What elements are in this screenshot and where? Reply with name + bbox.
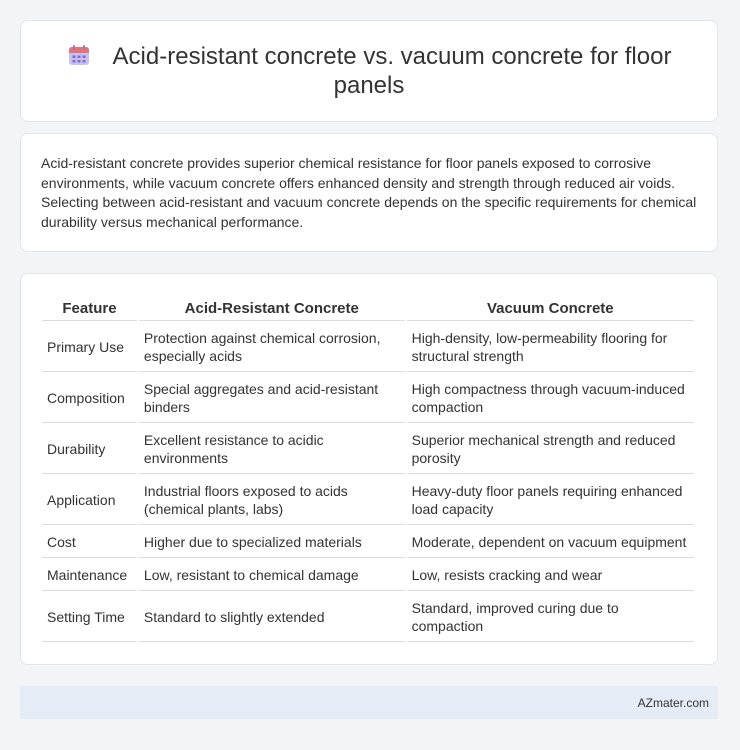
row-acid-value: Excellent resistance to acidic environments (139, 425, 405, 474)
row-acid-value: Low, resistant to chemical damage (139, 560, 405, 591)
intro-paragraph: Acid-resistant concrete provides superior chemical resistance for floor panels exposed to corrosive environments, while vacuum concrete offers enhanced density and strength through reduced air voids. Selecting between acid-resistant and vacuum concrete depends on the specific requirements for chemical durability versus mechanical performance. (41, 155, 697, 230)
row-acid-value: Higher due to specialized materials (139, 527, 405, 558)
row-feature: Durability (42, 425, 137, 474)
row-feature: Composition (42, 374, 137, 423)
row-vacuum-value: Moderate, dependent on vacuum equipment (407, 527, 694, 558)
row-vacuum-value: High-density, low-permeability flooring for structural strength (407, 323, 694, 372)
header-vacuum: Vacuum Concrete (407, 296, 694, 321)
page-title: Acid-resistant concrete vs. vacuum concrete for floor panels (112, 43, 672, 99)
calendar-icon (67, 43, 91, 67)
row-feature: Setting Time (42, 593, 137, 642)
title-card (20, 20, 718, 122)
row-vacuum-value: Low, resists cracking and wear (407, 560, 694, 591)
row-feature: Primary Use (42, 323, 137, 372)
comparison-table (40, 294, 696, 644)
table-row (42, 476, 694, 525)
row-acid-value: Special aggregates and acid-resistant binders (139, 374, 405, 423)
row-vacuum-value: Heavy-duty floor panels requiring enhanced load capacity (407, 476, 694, 525)
table-row (42, 560, 694, 591)
row-acid-value: Standard to slightly extended (139, 593, 405, 642)
table-row (42, 323, 694, 372)
footer-bar (20, 686, 718, 719)
row-vacuum-value: Standard, improved curing due to compaction (407, 593, 694, 642)
table-header-row (42, 296, 694, 321)
row-vacuum-value: High compactness through vacuum-induced compaction (407, 374, 694, 423)
header-feature: Feature (42, 296, 137, 321)
row-acid-value: Industrial floors exposed to acids (chemical plants, labs) (139, 476, 405, 525)
table-row (42, 374, 694, 423)
page-title-wrap (49, 42, 689, 100)
header-acid-resistant: Acid-Resistant Concrete (139, 296, 405, 321)
row-acid-value: Protection against chemical corrosion, especially acids (139, 323, 405, 372)
row-feature: Cost (42, 527, 137, 558)
row-feature: Application (42, 476, 137, 525)
table-row (42, 425, 694, 474)
table-row (42, 527, 694, 558)
row-vacuum-value: Superior mechanical strength and reduced porosity (407, 425, 694, 474)
row-feature: Maintenance (42, 560, 137, 591)
intro-card (20, 133, 718, 252)
footer-brand[interactable]: AZmater.com (637, 695, 709, 710)
table-row (42, 593, 694, 642)
comparison-card (20, 273, 718, 665)
